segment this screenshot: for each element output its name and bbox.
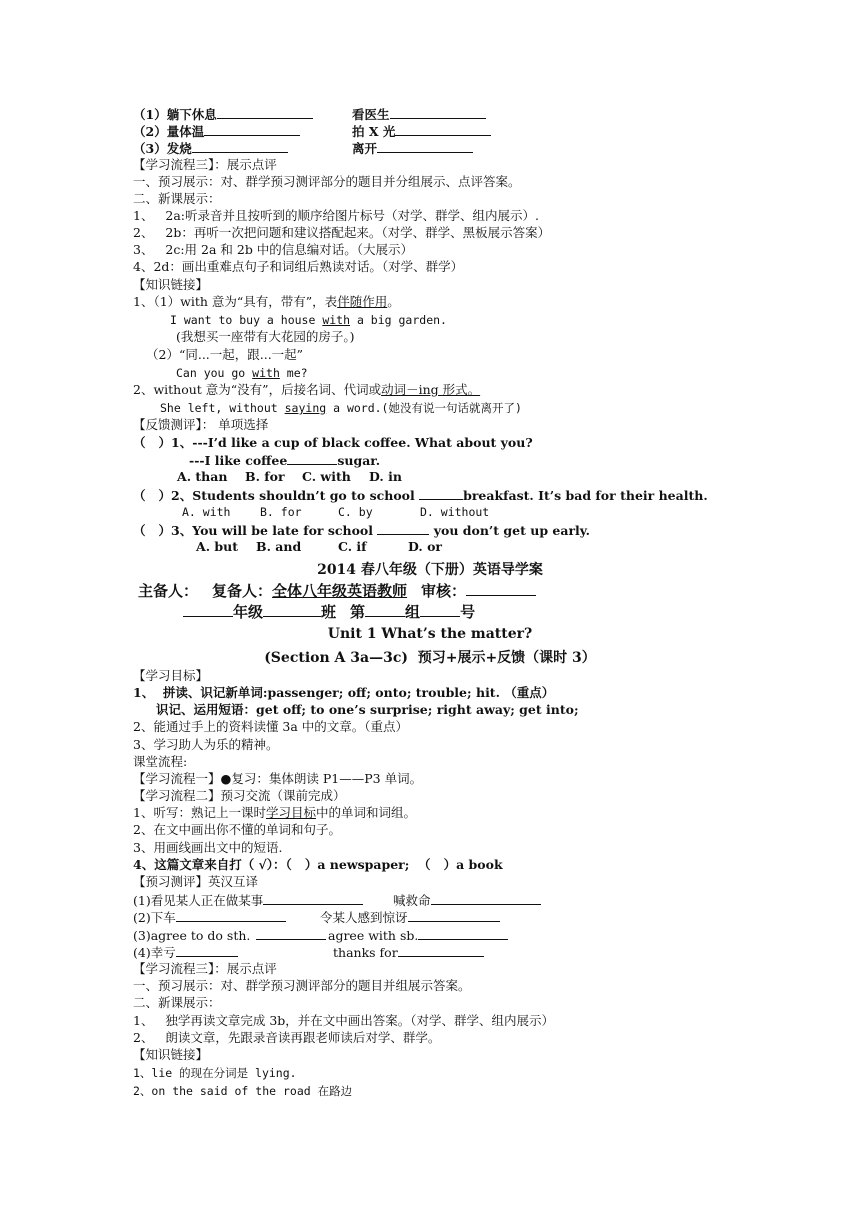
pretest-row-4: (4)幸亏 [133,944,238,961]
pretest-row-2: (2)下车 [133,909,286,926]
flow3b-line2: 二、新课展示： [133,995,221,1010]
goal-2: 2、能通过手上的资料读懂 3a 中的文章。（重点） [133,719,409,734]
knowledge-a-title: 【知识链接】 [133,277,209,292]
flow3a-line4: 2、 2b：再听一次把问题和建议搭配起来。（对学、群学、黑板展示答案） [133,225,551,240]
knowledge-a-example1: I want to buy a house with a big garden. [170,313,447,327]
vocab-row-2-right: 拍 X 光 [352,123,491,140]
pretest-row-2-right: 令某人感到惊讶 [320,909,500,926]
knowledge-a-item1: 1、（1）with 意为“具有，带有”，表伴随作用。 [133,294,400,309]
knowledge-b-item1: 1、lie 的现在分词是 lying. [133,1066,297,1080]
prepared-by-row: 主备人： 复备人：全体八年级英语教师 审核： [138,581,536,601]
flow3a-title: 【学习流程三】：展示点评 [133,157,277,172]
feedback-q3: （ ）3、You will be late for school you don’t get up early. [133,523,590,538]
feedback-title: 【反馈测评】： 单项选择 [133,417,269,432]
section-title: (Section A 3a—3c) 预习+展示+反馈（课时 3） [264,650,596,666]
flow3b-line4: 2、 朗读文章，先跟录音读再跟老师读后对学、群学。 [133,1030,441,1045]
knowledge-a-example3: She left, without saying a word.(她没有说一句话就离开了) [160,401,522,415]
flow2-item2: 2、在文中画出你不懂的单词和句子。 [133,822,341,837]
flow3a-line3: 1、 2a:听录音并且按听到的顺序给图片标号（对学、群学、组内展示）. [133,208,539,223]
goal-1: 1、 拼读、识记新单词:passenger; off; onto; trouble; hit. （重点） [133,685,555,700]
flow2-item1: 1、听写：熟记上一课时学习目标中的单词和词组。 [133,805,416,820]
class-info-row: 年级 班 第 组 号 [183,602,475,622]
feedback-q2: （ ）2、Students shouldn’t go to school breakfast. It’s bad for their health. [133,488,708,503]
pretest-row-4-right: thanks for [333,944,484,961]
flow3b-line3: 1、 独学再读文章完成 3b，并在文中画出答案。（对学、群学、组内展示） [133,1013,555,1028]
knowledge-a-item1-2: （2）“同...一起，跟...一起” [146,347,304,362]
goal-1b: 识记、运用短语：get off; to one’s surprise; right away; get into; [156,702,579,717]
vocab-row-1-right: 看医生 [352,106,486,123]
pretest-row-1: (1)看见某人正在做某事 [133,892,363,909]
flow3b-title: 【学习流程三】：展示点评 [133,961,277,976]
pretest-title: 【预习测评】英汉互译 [133,874,259,889]
knowledge-b-title: 【知识链接】 [133,1047,209,1062]
goal-3: 3、学习助人为乐的精神。 [133,737,279,752]
feedback-q1-line2: ---I like coffee sugar. [189,453,381,468]
unit-title: Unit 1 What’s the matter? [327,626,533,642]
vocab-row-3-right: 离开 [352,140,473,157]
vocab-row-1: （1）躺下休息 [133,106,313,123]
feedback-q2-options: A. with B. for C. by D. without [182,505,490,519]
knowledge-a-example2: Can you go with me? [176,366,308,380]
flow3a-line1: 一、预习展示：对、群学预习测评部分的题目并分组展示、点评答案。 [133,174,521,189]
flow3a-line2: 二、新课展示： [133,191,221,206]
flow3b-line1: 一、预习展示：对、群学预习测评部分的题目并组展示答案。 [133,978,471,993]
page-title: 2014 春八年级（下册）英语导学案 [317,562,543,578]
pretest-row-3-right: agree with sb. [328,927,508,944]
feedback-q3-options: A. but B. and C. if D. or [196,539,443,554]
flow2-item3: 3、用画线画出文中的短语. [133,840,283,855]
feedback-q1-options: A. than B. for C. with D. in [177,469,402,484]
vocab-row-2: （2）量体温 [133,123,300,140]
pretest-row-3: (3)agree to do sth. [133,927,326,944]
flow1: 【学习流程一】●复习：集体朗读 P1——P3 单词。 [133,771,423,786]
goals-title: 【学习目标】 [133,668,209,683]
knowledge-b-item2: 2、on the said of the road 在路边 [133,1084,353,1098]
flow3a-line5: 3、 2c:用 2a 和 2b 中的信息编对话。（大展示） [133,242,414,257]
knowledge-a-item2: 2、without 意为“没有”，后接名词、代词或动词－ing 形式。 [133,382,481,397]
flow3a-line6: 4、2d：画出重难点句子和词组后熟读对话。（对学、群学） [133,259,464,274]
feedback-q1: （ ）1、---I’d like a cup of black coffee. What about you? [133,435,533,450]
flow2-title: 【学习流程二】预习交流（课前完成） [133,788,346,803]
pretest-row-1-right: 喊救命 [393,892,541,909]
vocab-row-3: （3）发烧 [133,140,288,157]
flow2-item4: 4、这篇文章来自打（ √）：（ ）a newspaper; （ ）a book [133,857,503,872]
class-flow-label: 课堂流程: [133,754,188,769]
knowledge-a-translation1: (我想买一座带有大花园的房子。) [176,329,355,344]
